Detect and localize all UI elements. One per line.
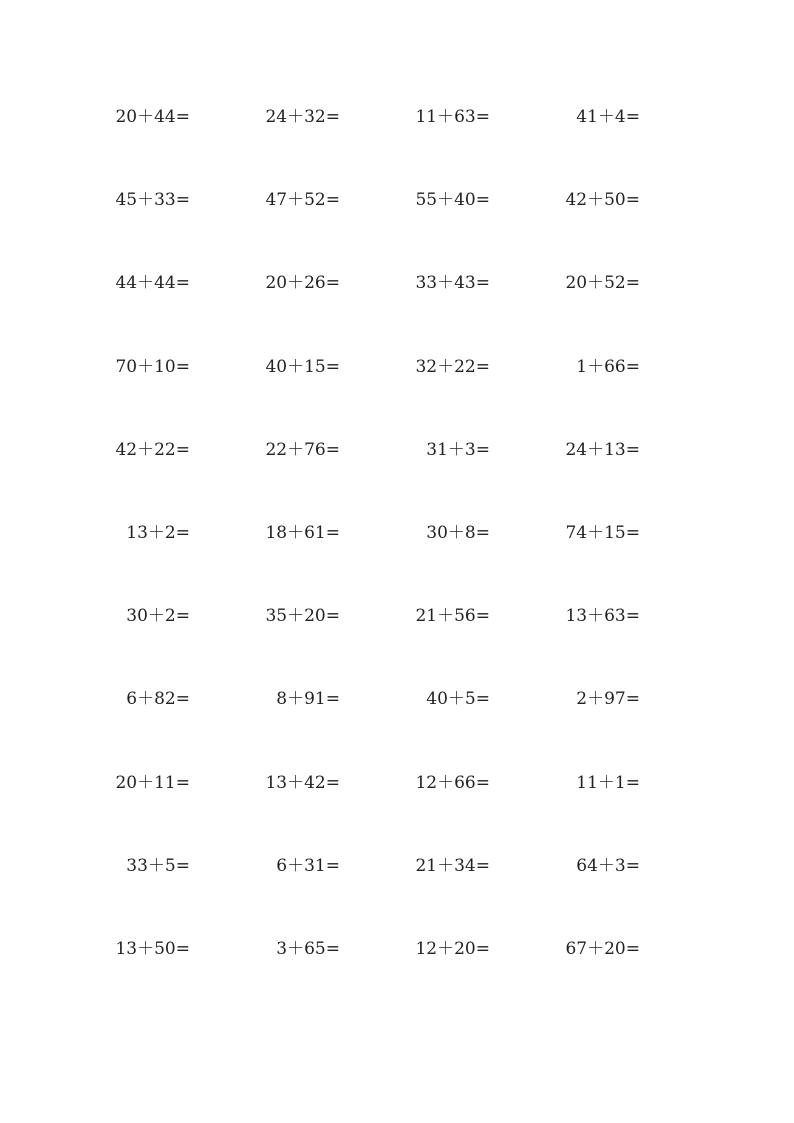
- problem-r10-c4: 64＋3=: [576, 856, 640, 876]
- problem-r10-c3: 21＋34=: [415, 856, 490, 876]
- problem-r6-c2: 18＋61=: [265, 523, 340, 543]
- problem-r6-c4: 74＋15=: [565, 523, 640, 543]
- problem-r7-c2: 35＋20=: [265, 606, 340, 626]
- problem-r3-c4: 20＋52=: [565, 273, 640, 293]
- problem-r5-c3: 31＋3=: [426, 440, 490, 460]
- problem-r2-c3: 55＋40=: [415, 190, 490, 210]
- problem-r4-c2: 40＋15=: [265, 357, 340, 377]
- problem-r8-c3: 40＋5=: [426, 689, 490, 709]
- problem-r6-c1: 13＋2=: [126, 523, 190, 543]
- problem-r4-c1: 70＋10=: [115, 357, 190, 377]
- problem-r11-c4: 67＋20=: [565, 939, 640, 959]
- problem-r9-c1: 20＋11=: [115, 773, 190, 793]
- problem-r4-c3: 32＋22=: [415, 357, 490, 377]
- problem-r3-c1: 44＋44=: [115, 273, 190, 293]
- problem-r9-c3: 12＋66=: [415, 773, 490, 793]
- problem-r2-c4: 42＋50=: [565, 190, 640, 210]
- problem-r2-c2: 47＋52=: [265, 190, 340, 210]
- problem-r2-c1: 45＋33=: [115, 190, 190, 210]
- problem-r3-c3: 33＋43=: [415, 273, 490, 293]
- problem-r11-c2: 3＋65=: [276, 939, 340, 959]
- problem-r8-c4: 2＋97=: [576, 689, 640, 709]
- problem-r9-c2: 13＋42=: [265, 773, 340, 793]
- problem-r7-c3: 21＋56=: [415, 606, 490, 626]
- problem-r8-c1: 6＋82=: [126, 689, 190, 709]
- problem-r1-c3: 11＋63=: [415, 107, 490, 127]
- problem-r11-c1: 13＋50=: [115, 939, 190, 959]
- problem-r3-c2: 20＋26=: [265, 273, 340, 293]
- problem-r1-c1: 20＋44=: [115, 107, 190, 127]
- problem-r4-c4: 1＋66=: [576, 357, 640, 377]
- problem-r5-c1: 42＋22=: [115, 440, 190, 460]
- problem-r8-c2: 8＋91=: [276, 689, 340, 709]
- problem-r1-c2: 24＋32=: [265, 107, 340, 127]
- problem-r9-c4: 11＋1=: [576, 773, 640, 793]
- problem-r5-c2: 22＋76=: [265, 440, 340, 460]
- problem-r7-c1: 30＋2=: [126, 606, 190, 626]
- problem-r10-c2: 6＋31=: [276, 856, 340, 876]
- problem-r10-c1: 33＋5=: [126, 856, 190, 876]
- problem-r5-c4: 24＋13=: [565, 440, 640, 460]
- problem-r11-c3: 12＋20=: [415, 939, 490, 959]
- problem-r6-c3: 30＋8=: [426, 523, 490, 543]
- problem-r1-c4: 41＋4=: [576, 107, 640, 127]
- problem-r7-c4: 13＋63=: [565, 606, 640, 626]
